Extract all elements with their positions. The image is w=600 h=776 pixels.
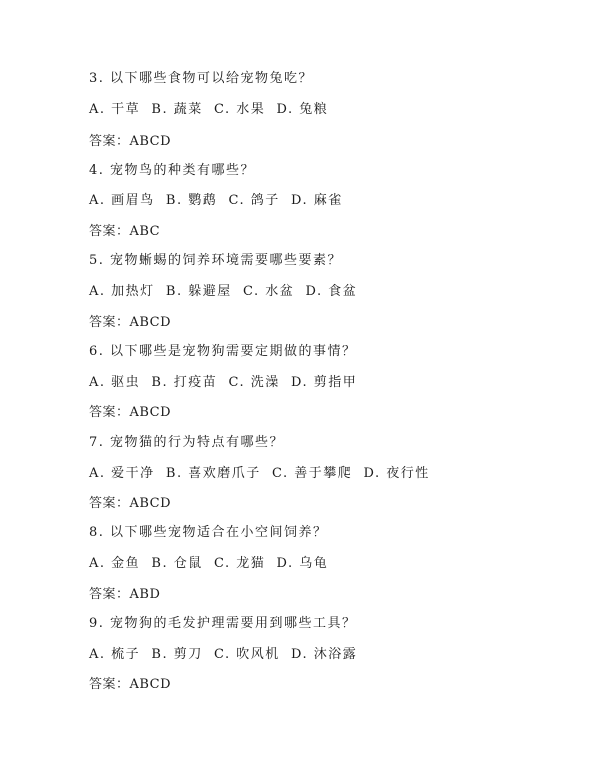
question-6-answer: 答案：ABCD: [89, 405, 172, 420]
question-6-options: A. 驱虫 B. 打疫苗 C. 洗澡 D. 剪指甲: [89, 375, 358, 390]
question-3-text: 3. 以下哪些食物可以给宠物兔吃？: [89, 71, 314, 86]
question-5-answer: 答案：ABCD: [89, 315, 172, 330]
question-8-answer: 答案：ABD: [89, 587, 161, 602]
question-7-text: 7. 宠物猫的行为特点有哪些？: [89, 435, 285, 450]
question-8-options: A. 金鱼 B. 仓鼠 C. 龙猫 D. 乌龟: [89, 556, 329, 571]
question-9-options: A. 梳子 B. 剪刀 C. 吹风机 D. 沐浴露: [89, 647, 358, 662]
question-7-answer: 答案：ABCD: [89, 496, 172, 511]
question-4-text: 4. 宠物鸟的种类有哪些？: [89, 163, 256, 178]
question-4-answer: 答案：ABC: [89, 224, 161, 239]
question-3-answer: 答案：ABCD: [89, 134, 172, 149]
question-3-options: A. 干草 B. 蔬菜 C. 水果 D. 兔粮: [89, 102, 329, 117]
question-5-text: 5. 宠物蜥蜴的饲养环境需要哪些要素？: [89, 253, 343, 268]
question-5-options: A. 加热灯 B. 躲避屋 C. 水盆 D. 食盆: [89, 284, 358, 299]
question-4-options: A. 画眉鸟 B. 鹦鹉 C. 鸽子 D. 麻雀: [89, 193, 343, 208]
question-9-answer: 答案：ABCD: [89, 677, 172, 692]
question-9-text: 9. 宠物狗的毛发护理需要用到哪些工具？: [89, 616, 357, 631]
question-8-text: 8. 以下哪些宠物适合在小空间饲养？: [89, 525, 328, 540]
question-7-options: A. 爱干净 B. 喜欢磨爪子 C. 善于攀爬 D. 夜行性: [89, 466, 430, 481]
question-6-text: 6. 以下哪些是宠物狗需要定期做的事情？: [89, 344, 357, 359]
